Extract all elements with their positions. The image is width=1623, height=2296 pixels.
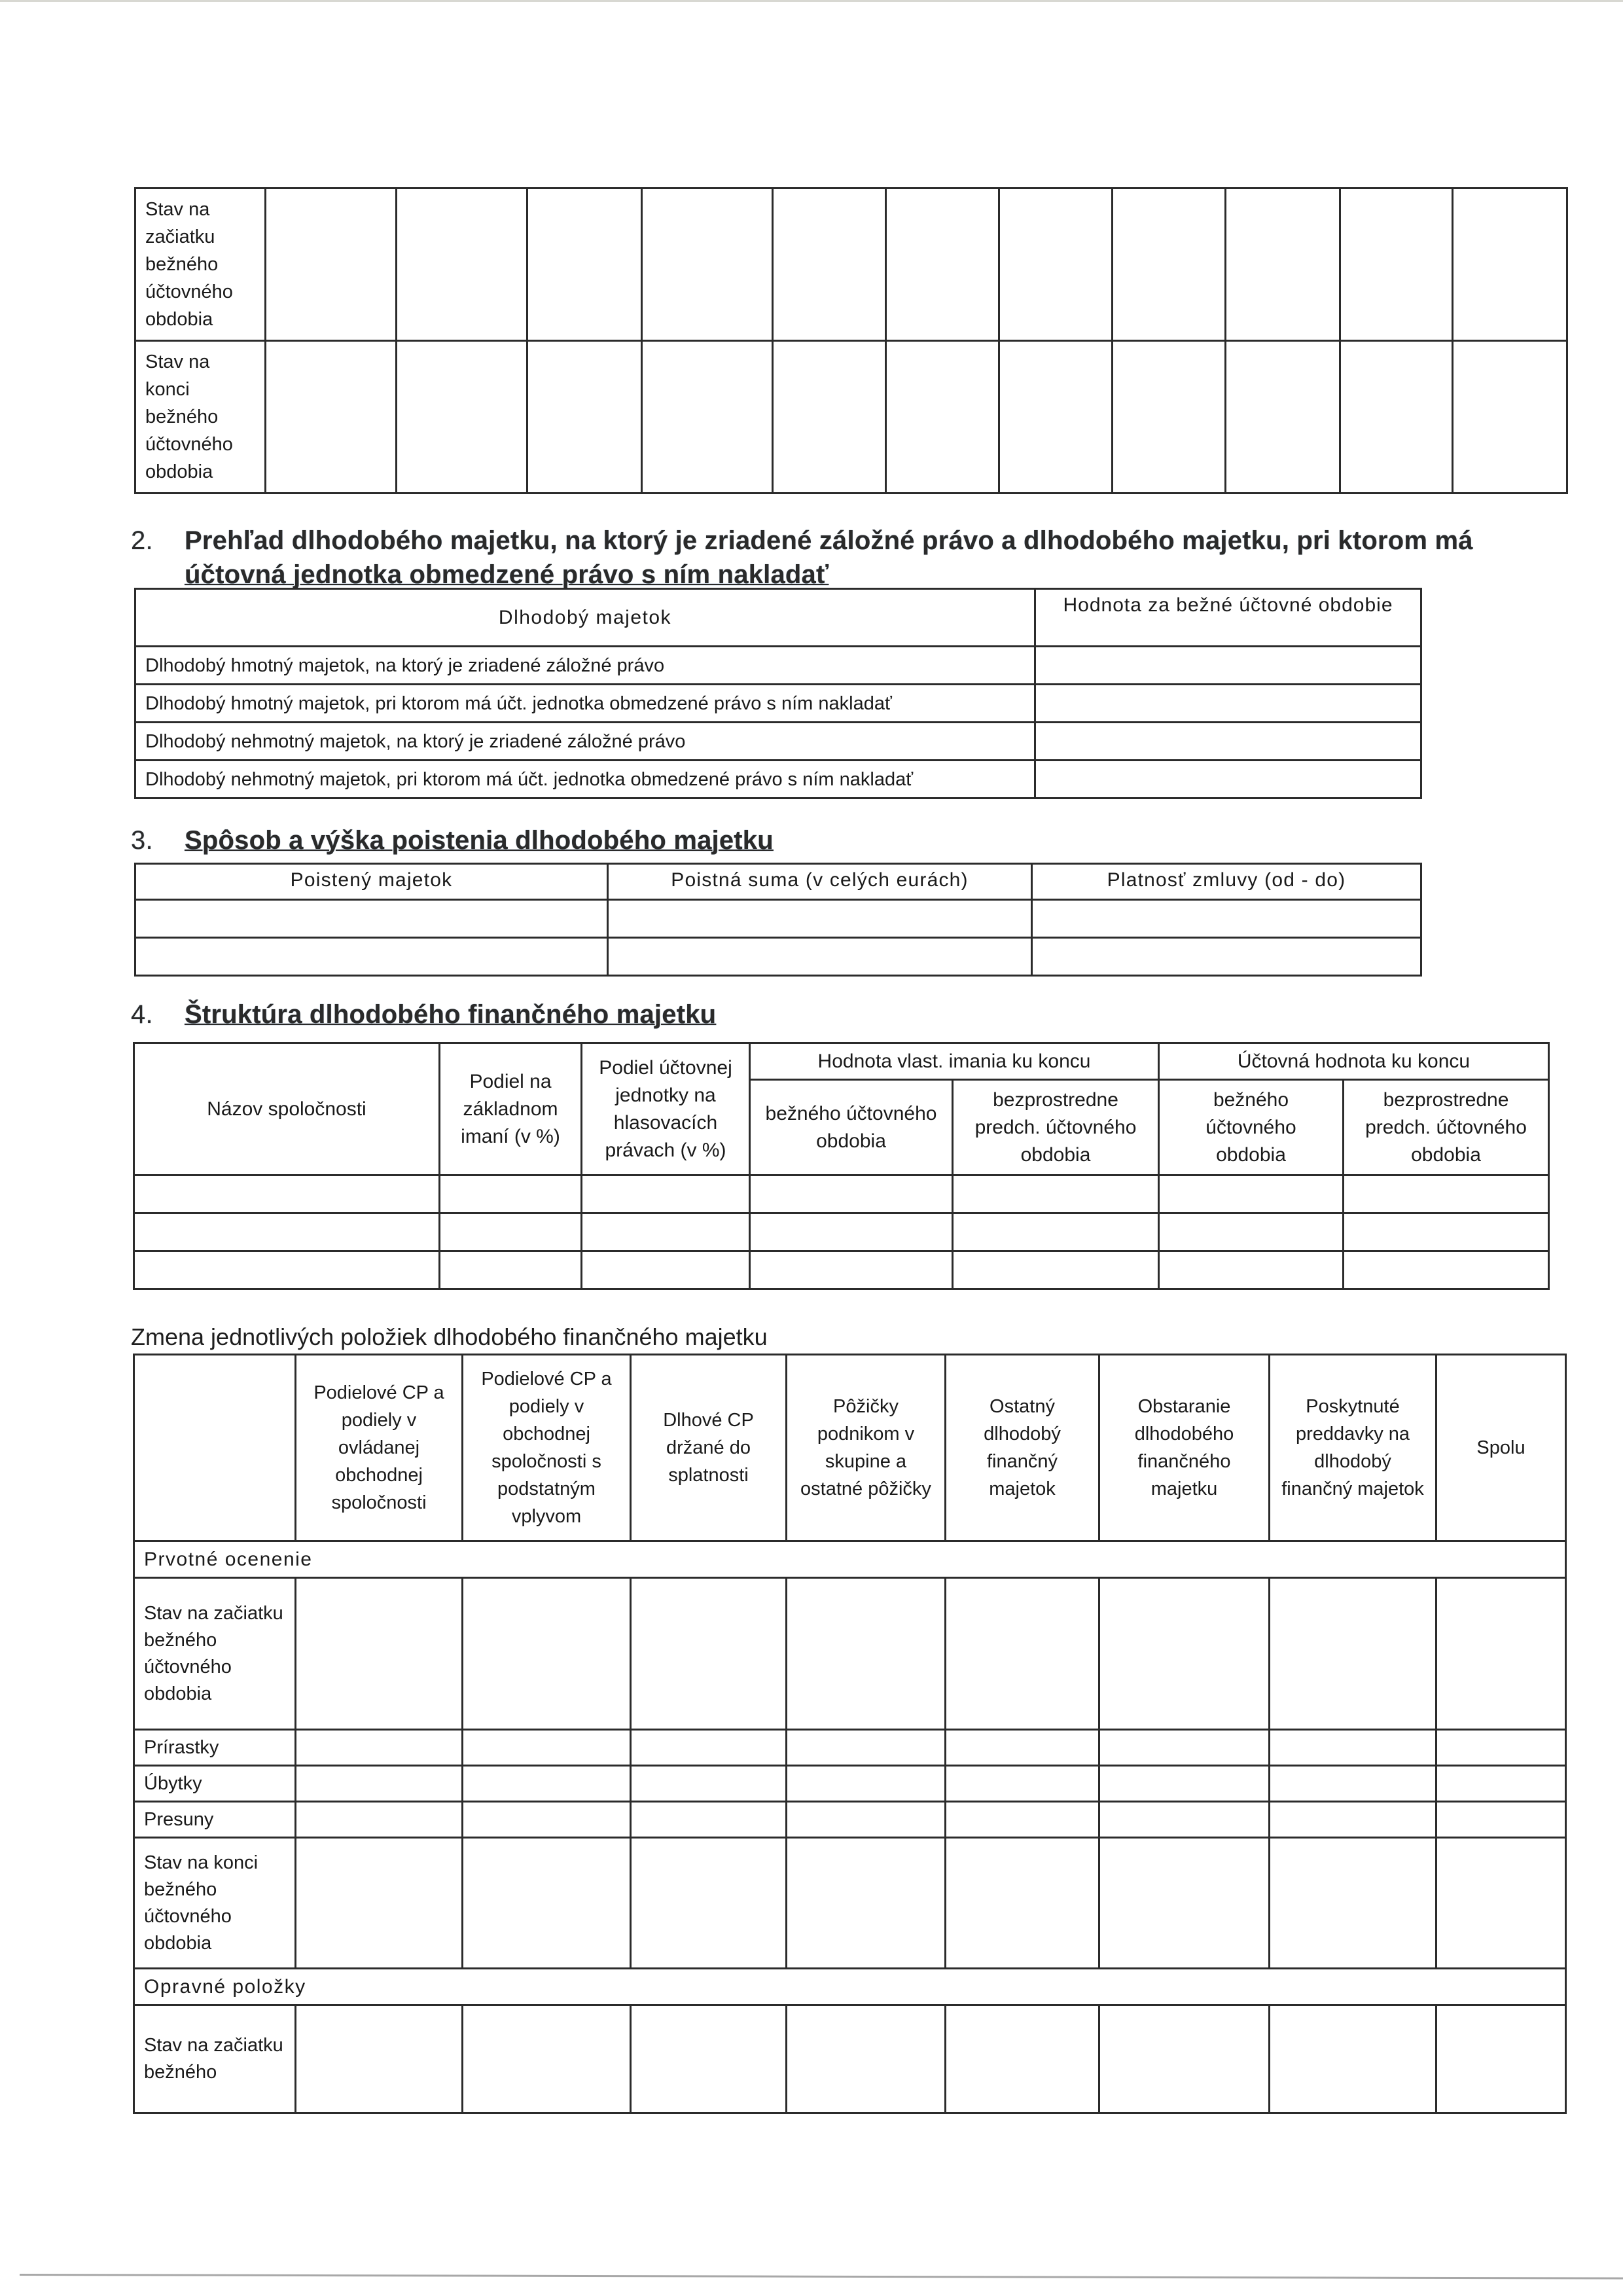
col-header-2: Podielové CP a podiely v obchodnej spoločnosti s podstatným vplyvom <box>463 1355 631 1541</box>
asset-label: Dlhodobý nehmotný majetok, na ktorý je zriadené záložné právo <box>135 723 1035 761</box>
scan-edge-bottom <box>20 2274 1623 2280</box>
col-header-equity-previous: bezprostredne predch. účtovného obdobia <box>953 1080 1159 1175</box>
table-cell[interactable] <box>750 1251 953 1289</box>
col-header-4: Pôžičky podnikom v skupine a ostatné pôžičky <box>787 1355 946 1541</box>
financial-asset-changes-table <box>133 1354 1567 2114</box>
col-header-company: Názov spoločnosti <box>134 1043 440 1175</box>
col-header-book-current: bežného účtovného obdobia <box>1159 1080 1344 1175</box>
table-cell[interactable] <box>1099 1838 1270 1969</box>
section-4-number: 4. <box>131 1000 153 1029</box>
row-label-line: účtovného <box>145 281 233 302</box>
table-cell[interactable] <box>582 1213 750 1251</box>
asset-label: Dlhodobý nehmotný majetok, pri ktorom má účt. jednotka obmedzené právo s ním nakladať <box>135 761 1035 798</box>
row-label-line: Stav na <box>145 351 210 372</box>
table-cell[interactable] <box>527 341 642 493</box>
group-row <box>134 1541 1566 1578</box>
table-cell[interactable] <box>946 1730 1099 1766</box>
col-header-insured-sum: Poistná suma (v celých eurách) <box>608 864 1032 900</box>
table-cell[interactable] <box>999 341 1113 493</box>
table-row <box>134 1802 1566 1838</box>
value-cell[interactable] <box>1035 723 1421 761</box>
table-cell[interactable] <box>1159 1213 1344 1251</box>
table-cell[interactable] <box>787 1838 946 1969</box>
table-cell[interactable] <box>397 188 527 341</box>
value-cell[interactable] <box>1035 647 1421 685</box>
table-cell[interactable] <box>296 2005 463 2113</box>
table-cell[interactable] <box>134 1175 440 1213</box>
table-cell[interactable] <box>463 2005 631 2113</box>
table-cell[interactable] <box>631 1802 787 1838</box>
value-cell[interactable] <box>1035 685 1421 723</box>
asset-label: Dlhodobý hmotný majetok, pri ktorom má účt. jednotka obmedzené právo s ním nakladať <box>135 685 1035 723</box>
section-4-heading <box>131 1000 716 1030</box>
section-5-title: Zmena jednotlivých položiek dlhodobého finančného majetku <box>131 1323 768 1350</box>
table-cell[interactable] <box>296 1766 463 1802</box>
col-header-3: Dlhové CP držané do splatnosti <box>631 1355 787 1541</box>
table-cell[interactable] <box>1436 1802 1566 1838</box>
table-cell[interactable] <box>787 1578 946 1730</box>
table-cell[interactable] <box>1032 938 1421 976</box>
section-3-heading <box>131 826 774 855</box>
col-header-8: Spolu <box>1436 1355 1566 1541</box>
col-header-6: Obstaranie dlhodobého finančného majetku <box>1099 1355 1270 1541</box>
table-cell[interactable] <box>1159 1175 1344 1213</box>
row-label <box>135 341 266 493</box>
row-label: Presuny <box>134 1802 296 1838</box>
table-cell[interactable] <box>1159 1251 1344 1289</box>
table-cell[interactable] <box>463 1766 631 1802</box>
row-label: Stav na začiatku bežného účtovného obdobia <box>134 1578 296 1730</box>
section-2-heading <box>131 524 1538 592</box>
table-cell[interactable] <box>773 341 886 493</box>
table-cell[interactable] <box>1436 1838 1566 1969</box>
insurance-table <box>134 863 1422 977</box>
table-row <box>134 1251 1549 1289</box>
col-header-asset: Dlhodobý majetok <box>135 589 1035 647</box>
table-cell[interactable] <box>946 1578 1099 1730</box>
table-cell[interactable] <box>134 1251 440 1289</box>
table-cell[interactable] <box>787 2005 946 2113</box>
table-row <box>135 647 1421 685</box>
table-cell[interactable] <box>1436 1578 1566 1730</box>
table-cell[interactable] <box>953 1213 1159 1251</box>
table-cell[interactable] <box>582 1175 750 1213</box>
group-row <box>134 1969 1566 2005</box>
table-cell[interactable] <box>1226 188 1340 341</box>
table-cell[interactable] <box>608 900 1032 938</box>
table-row <box>135 188 1567 341</box>
table-cell[interactable] <box>527 188 642 341</box>
group-title: Prvotné ocenenie <box>134 1541 1566 1578</box>
table-row <box>134 1213 1549 1251</box>
table-row <box>134 1175 1549 1213</box>
table-cell[interactable] <box>463 1838 631 1969</box>
section-2-number: 2. <box>131 526 153 555</box>
row-label-line: bežného <box>145 406 219 427</box>
col-header-5: Ostatný dlhodobý finančný majetok <box>946 1355 1099 1541</box>
table-cell[interactable] <box>750 1175 953 1213</box>
table-cell[interactable] <box>642 188 773 341</box>
table-cell[interactable] <box>440 1213 582 1251</box>
table-cell[interactable] <box>642 341 773 493</box>
row-label: Stav na konci bežného účtovného obdobia <box>134 1838 296 1969</box>
table-cell[interactable] <box>1453 188 1567 341</box>
table-cell[interactable] <box>296 1838 463 1969</box>
row-label <box>135 188 266 341</box>
table-cell[interactable] <box>1270 1838 1436 1969</box>
table-cell[interactable] <box>296 1578 463 1730</box>
table-cell[interactable] <box>1340 341 1453 493</box>
row-label-line: Stav na <box>145 199 210 220</box>
col-group-book-value: Účtovná hodnota ku koncu <box>1159 1043 1549 1080</box>
table-cell[interactable] <box>631 1730 787 1766</box>
table-cell[interactable] <box>463 1730 631 1766</box>
table-cell[interactable] <box>787 1802 946 1838</box>
table-cell[interactable] <box>440 1251 582 1289</box>
table-cell[interactable] <box>463 1802 631 1838</box>
table-cell[interactable] <box>946 2005 1099 2113</box>
row-label-line: obdobia <box>145 309 213 330</box>
table-row <box>134 1838 1566 1969</box>
table-cell[interactable] <box>1270 1578 1436 1730</box>
table-cell[interactable] <box>1344 1175 1549 1213</box>
table-cell[interactable] <box>1344 1251 1549 1289</box>
table-cell[interactable] <box>397 341 527 493</box>
table-cell[interactable] <box>946 1802 1099 1838</box>
table-row <box>134 1578 1566 1730</box>
scan-edge-top <box>0 0 1623 2</box>
pledged-assets-table <box>134 588 1422 799</box>
section-3-number: 3. <box>131 826 153 855</box>
table-row <box>135 685 1421 723</box>
col-header-insured-asset: Poistený majetok <box>135 864 608 900</box>
table-cell[interactable] <box>631 1766 787 1802</box>
table-cell[interactable] <box>1270 1730 1436 1766</box>
table-cell[interactable] <box>999 188 1113 341</box>
table-cell[interactable] <box>1113 188 1226 341</box>
table-cell[interactable] <box>631 1578 787 1730</box>
table-cell[interactable] <box>1436 1766 1566 1802</box>
table-cell[interactable] <box>1113 341 1226 493</box>
table-row <box>135 341 1567 493</box>
table-cell[interactable] <box>946 1766 1099 1802</box>
row-label-line: konci <box>145 379 190 400</box>
table-cell[interactable] <box>1099 1578 1270 1730</box>
table-cell[interactable] <box>1099 1802 1270 1838</box>
col-header-0 <box>134 1355 296 1541</box>
col-group-equity-value: Hodnota vlast. imania ku koncu <box>750 1043 1159 1080</box>
table-cell[interactable] <box>440 1175 582 1213</box>
group-title: Opravné položky <box>134 1969 1566 2005</box>
table-cell[interactable] <box>1099 1766 1270 1802</box>
table-cell[interactable] <box>296 1730 463 1766</box>
table-cell[interactable] <box>1270 2005 1436 2113</box>
row-label-line: bežného <box>145 254 219 275</box>
col-header-contract-validity: Platnosť zmluvy (od - do) <box>1032 864 1421 900</box>
table-cell[interactable] <box>1226 341 1340 493</box>
table-row <box>135 723 1421 761</box>
section-2-title-line2: účtovná jednotka obmedzené právo s ním nakladať <box>185 560 829 589</box>
col-header-voting-rights: Podiel účtovnej jednotky na hlasovacích právach (v %) <box>582 1043 750 1175</box>
table-cell[interactable] <box>1344 1213 1549 1251</box>
section-3-title: Spôsob a výška poistenia dlhodobého majetku <box>185 826 774 855</box>
row-label-line: obdobia <box>145 461 213 482</box>
row-label-line: začiatku <box>145 226 215 247</box>
table-cell[interactable] <box>296 1802 463 1838</box>
table-cell[interactable] <box>1436 2005 1566 2113</box>
table-cell[interactable] <box>631 1838 787 1969</box>
table-row <box>135 761 1421 798</box>
col-header-1: Podielové CP a podiely v ovládanej obchodnej spoločnosti <box>296 1355 463 1541</box>
row-label: Stav na začiatku bežného <box>134 2005 296 2113</box>
table-cell[interactable] <box>1032 900 1421 938</box>
table-cell[interactable] <box>946 1838 1099 1969</box>
col-header-share-capital: Podiel na základnom imaní (v %) <box>440 1043 582 1175</box>
table-row <box>134 1730 1566 1766</box>
table-cell[interactable] <box>135 938 608 976</box>
financial-asset-structure-table <box>133 1042 1550 1290</box>
table-cell[interactable] <box>582 1251 750 1289</box>
table-cell[interactable] <box>1436 1730 1566 1766</box>
table-cell[interactable] <box>1453 341 1567 493</box>
table-cell[interactable] <box>1270 1802 1436 1838</box>
table-cell[interactable] <box>135 900 608 938</box>
table-row <box>134 1766 1566 1802</box>
table-cell[interactable] <box>787 1766 946 1802</box>
table-row <box>135 938 1421 976</box>
col-header-7: Poskytnuté preddavky na dlhodobý finančný majetok <box>1270 1355 1436 1541</box>
table-cell[interactable] <box>608 938 1032 976</box>
table-cell[interactable] <box>750 1213 953 1251</box>
asset-label: Dlhodobý hmotný majetok, na ktorý je zriadené záložné právo <box>135 647 1035 685</box>
col-header-book-previous: bezprostredne predch. účtovného obdobia <box>1344 1080 1549 1175</box>
table-cell[interactable] <box>1270 1766 1436 1802</box>
table-cell[interactable] <box>463 1578 631 1730</box>
table-cell[interactable] <box>773 188 886 341</box>
col-header-value: Hodnota za bežné účtovné obdobie <box>1035 589 1421 647</box>
col-header-equity-current: bežného účtovného obdobia <box>750 1080 953 1175</box>
table-cell[interactable] <box>266 188 397 341</box>
table-row <box>134 2005 1566 2113</box>
table-cell[interactable] <box>1340 188 1453 341</box>
table-row <box>135 900 1421 938</box>
table-cell[interactable] <box>266 341 397 493</box>
value-cell[interactable] <box>1035 761 1421 798</box>
table-cell[interactable] <box>886 188 999 341</box>
row-label: Úbytky <box>134 1766 296 1802</box>
asset-balance-table <box>134 187 1568 494</box>
row-label: Prírastky <box>134 1730 296 1766</box>
table-cell[interactable] <box>631 2005 787 2113</box>
table-cell[interactable] <box>953 1175 1159 1213</box>
section-2-title-line1: Prehľad dlhodobého majetku, na ktorý je zriadené záložné právo a dlhodobého majetku, pri ktorom má <box>185 526 1473 555</box>
row-label-line: účtovného <box>145 434 233 455</box>
table-cell[interactable] <box>1099 2005 1270 2113</box>
table-cell[interactable] <box>953 1251 1159 1289</box>
table-cell[interactable] <box>787 1730 946 1766</box>
table-cell[interactable] <box>886 341 999 493</box>
table-cell[interactable] <box>134 1213 440 1251</box>
section-4-title: Štruktúra dlhodobého finančného majetku <box>185 1000 717 1029</box>
table-cell[interactable] <box>1099 1730 1270 1766</box>
